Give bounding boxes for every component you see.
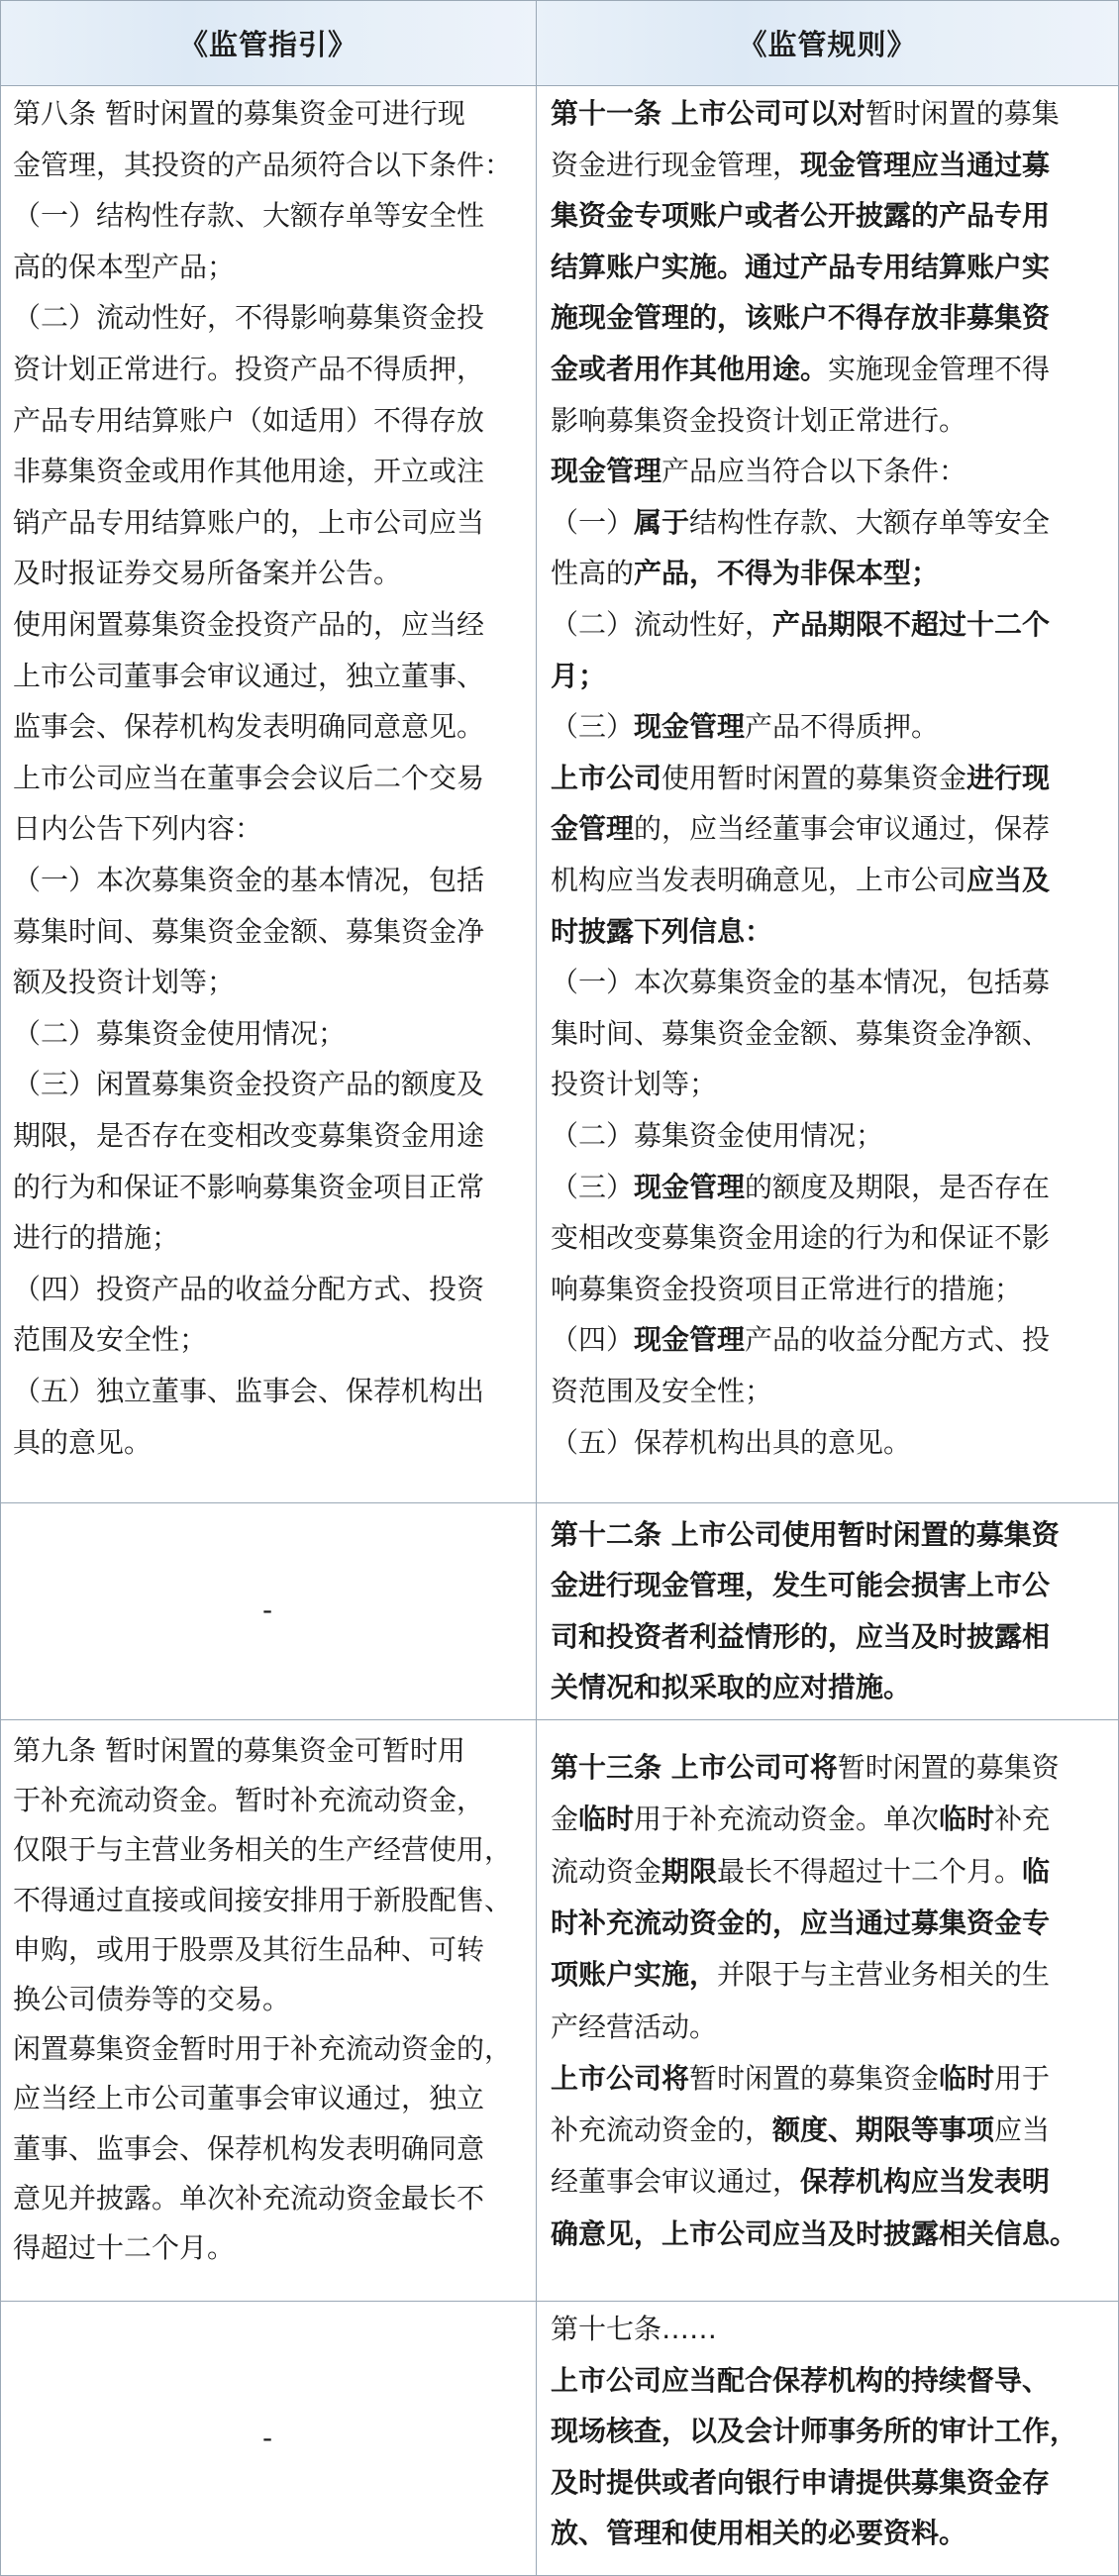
text-line bbox=[551, 2216, 1114, 2252]
text-segment: 金 bbox=[551, 1803, 579, 1836]
text-segment: 影响募集资金投资计划正常进行。 bbox=[551, 403, 967, 437]
text-line: （二）流动性好，不得影响募集资金投 bbox=[13, 301, 485, 335]
text-line bbox=[551, 1619, 1114, 1655]
text-line bbox=[551, 2465, 1114, 2501]
text-segment: 用于 bbox=[994, 2061, 1051, 2095]
text-line: 仅限于与主营业务相关的生产经营使用， bbox=[13, 1833, 513, 1867]
text-line: 监事会、保荐机构发表明确同意意见。 bbox=[13, 710, 485, 744]
text-line bbox=[551, 2312, 1114, 2347]
text-segment: （四） bbox=[551, 1323, 635, 1357]
text-segment: 并限于与主营业务相关的生 bbox=[717, 1958, 1051, 1992]
text-line bbox=[551, 556, 1114, 591]
text-line bbox=[551, 1854, 1114, 1890]
bold-segment: 额度、期限等事项 bbox=[772, 2113, 995, 2147]
text-line bbox=[551, 659, 1114, 694]
text-line bbox=[551, 2363, 1114, 2399]
text-line bbox=[551, 96, 1114, 132]
text-line bbox=[551, 300, 1114, 336]
text-line bbox=[551, 1750, 1114, 1786]
text-segment: 经董事会审议通过， bbox=[551, 2165, 801, 2199]
text-line: 销产品专用结算账户的，上市公司应当 bbox=[13, 505, 485, 539]
text-segment: 结构性存款、大额存单等安全 bbox=[689, 505, 1051, 539]
text-line: 第八条 暂时闲置的募集资金可进行现 bbox=[13, 97, 465, 130]
text-line bbox=[551, 505, 1114, 541]
bold-segment: 上市公司应当配合保荐机构的持续督导、 bbox=[551, 2363, 1051, 2397]
bold-segment: 保荐机构应当发表明 bbox=[800, 2165, 1051, 2199]
text-line bbox=[551, 1670, 1114, 1705]
bold-segment: 及时提供或者向银行申请提供募集资金存 bbox=[551, 2465, 1051, 2499]
row1-right-cell bbox=[537, 86, 1118, 1503]
text-line bbox=[551, 403, 1114, 439]
text-line: 上市公司应当在董事会会议后二个交易 bbox=[13, 761, 485, 794]
row4-left-cell bbox=[1, 2302, 537, 2575]
text-segment: 性高的 bbox=[551, 557, 635, 590]
bold-segment: 施现金管理的，该账户不得存放非募集资 bbox=[551, 301, 1051, 335]
text-line: 上市公司董事会审议通过，独立董事、 bbox=[13, 659, 485, 692]
text-line: 于补充流动资金。暂时补充流动资金， bbox=[13, 1784, 485, 1817]
row3-right-cell bbox=[537, 1720, 1118, 2302]
text-segment: 暂时闲置的募集资 bbox=[837, 1751, 1060, 1784]
bold-segment: 项账户实施， bbox=[551, 1958, 718, 1992]
bold-segment: 现金管理 bbox=[634, 710, 746, 744]
bold-segment: 现场核查，以及会计师事务所的审计工作， bbox=[551, 2415, 1078, 2447]
text-segment: 暂时闲置的募集 bbox=[865, 97, 1060, 130]
bold-segment: 现金管理应当通过募 bbox=[800, 148, 1051, 181]
text-line bbox=[551, 1220, 1114, 1256]
empty-dash: - bbox=[262, 1594, 273, 1626]
text-line: 换公司债券等的交易。 bbox=[13, 1983, 291, 2015]
text-segment: 产品不得质押。 bbox=[745, 710, 940, 744]
bold-segment: 上市公司将 bbox=[551, 2061, 690, 2095]
text-line: 董事、监事会、保荐机构发表明确同意 bbox=[13, 2131, 485, 2165]
text-line: 申购，或用于股票及其衍生品种、可转 bbox=[13, 1932, 485, 1966]
text-line: 的行为和保证不影响募集资金项目正常 bbox=[13, 1170, 485, 1203]
text-segment: 的，应当经董事会审议通过，保荐 bbox=[634, 812, 1051, 846]
text-segment: 用于补充流动资金。单次 bbox=[634, 1803, 940, 1836]
text-line bbox=[551, 1322, 1114, 1358]
text-segment: 机构应当发表明确意见，上市公司 bbox=[551, 864, 967, 896]
text-line bbox=[551, 761, 1114, 796]
text-segment: （一） bbox=[551, 505, 635, 539]
text-segment: 资范围及安全性； bbox=[551, 1375, 773, 1407]
header-right: 《监管规则》 bbox=[537, 1, 1118, 86]
text-line bbox=[551, 1802, 1114, 1837]
bold-segment: 属于 bbox=[634, 505, 690, 539]
text-line bbox=[551, 1957, 1114, 1993]
text-line: 期限，是否存在变相改变募集资金用途 bbox=[13, 1119, 485, 1152]
text-line bbox=[551, 1170, 1114, 1205]
row1-left-cell bbox=[1, 86, 537, 1503]
text-line: 意见并披露。单次补充流动资金最长不 bbox=[13, 2181, 485, 2215]
text-line bbox=[551, 1517, 1114, 1553]
bold-segment: 临时 bbox=[939, 1803, 995, 1836]
bold-segment: 临时 bbox=[578, 1803, 635, 1836]
text-line bbox=[551, 352, 1114, 387]
bold-segment: 关情况和拟采取的应对措施。 bbox=[551, 1670, 912, 1703]
text-segment: （二）募集资金使用情况； bbox=[551, 1119, 884, 1152]
bold-segment: 进行现 bbox=[966, 761, 1051, 794]
text-line bbox=[551, 914, 1114, 950]
text-line bbox=[551, 811, 1114, 847]
text-line: 募集时间、募集资金金额、募集资金净 bbox=[13, 914, 485, 948]
text-line: 及时报证券交易所备案并公告。 bbox=[13, 557, 402, 590]
bold-segment: 现金管理 bbox=[634, 1170, 746, 1203]
text-line: （三）闲置募集资金投资产品的额度及 bbox=[13, 1068, 485, 1101]
text-line bbox=[551, 2009, 1114, 2045]
text-line bbox=[551, 1425, 1114, 1461]
text-line bbox=[551, 198, 1114, 234]
text-line: （二）募集资金使用情况； bbox=[13, 1016, 347, 1050]
text-segment: 暂时闲置的募集资金 bbox=[689, 2061, 940, 2095]
text-segment: （一）本次募集资金的基本情况，包括募 bbox=[551, 966, 1051, 999]
text-line bbox=[551, 250, 1114, 285]
text-line: 非募集资金或用作其他用途，开立或注 bbox=[13, 455, 485, 488]
text-segment: （三） bbox=[551, 1170, 635, 1203]
text-segment: 产品应当符合以下条件： bbox=[661, 455, 967, 488]
text-segment: 使用暂时闲置的募集资金 bbox=[661, 761, 967, 794]
text-line bbox=[551, 2164, 1114, 2200]
text-segment: 响募集资金投资项目正常进行的措施； bbox=[551, 1272, 1023, 1305]
text-segment: 产经营活动。 bbox=[551, 2009, 718, 2043]
bold-segment: 集资金专项账户或者公开披露的产品专用 bbox=[551, 199, 1051, 233]
header-left: 《监管指引》 bbox=[1, 1, 537, 86]
text-line bbox=[551, 1016, 1114, 1052]
text-segment: （五）保荐机构出具的意见。 bbox=[551, 1425, 912, 1459]
text-line bbox=[551, 2414, 1114, 2449]
bold-segment: 上市公司 bbox=[551, 761, 662, 794]
text-segment: 第十七条…… bbox=[551, 2313, 718, 2345]
text-line bbox=[551, 2516, 1114, 2551]
bold-segment: 应当及 bbox=[966, 864, 1051, 896]
row3-left-cell bbox=[1, 1720, 537, 2302]
text-line: 范围及安全性； bbox=[13, 1323, 208, 1357]
row2-right-cell bbox=[537, 1503, 1118, 1720]
bold-segment: 现金管理 bbox=[634, 1323, 746, 1357]
bold-segment: 临时 bbox=[939, 2061, 995, 2095]
text-line: 资计划正常进行。投资产品不得质押， bbox=[13, 353, 485, 385]
text-segment: 补充 bbox=[994, 1803, 1051, 1836]
text-segment: 产品的收益分配方式、投 bbox=[745, 1323, 1051, 1357]
row4-right-cell bbox=[537, 2302, 1118, 2575]
bold-segment: 时披露下列信息： bbox=[551, 914, 773, 948]
text-line: 产品专用结算账户（如适用）不得存放 bbox=[13, 403, 485, 437]
bold-segment: 临 bbox=[1022, 1854, 1051, 1888]
bold-segment: 确意见，上市公司应当及时披露相关信息。 bbox=[551, 2216, 1078, 2250]
text-line: 第九条 暂时闲置的募集资金可暂时用 bbox=[13, 1734, 465, 1767]
bold-segment: 期限 bbox=[661, 1854, 718, 1888]
text-line: 高的保本型产品； bbox=[13, 250, 236, 283]
text-segment: （二）流动性好， bbox=[551, 608, 773, 641]
text-segment: 最长不得超过十二个月。 bbox=[717, 1854, 1023, 1888]
bold-segment: 时补充流动资金的，应当通过募集资金专 bbox=[551, 1906, 1051, 1939]
text-segment: 流动资金 bbox=[551, 1854, 662, 1888]
text-segment: 应当 bbox=[994, 2113, 1051, 2147]
bold-segment: 结算账户实施。通过产品专用结算账户实 bbox=[551, 250, 1051, 283]
bold-segment: 现金管理 bbox=[551, 455, 662, 488]
text-line bbox=[551, 1906, 1114, 1941]
text-line: 日内公告下列内容： bbox=[13, 812, 263, 846]
text-line bbox=[551, 863, 1114, 898]
text-segment: 实施现金管理不得 bbox=[828, 353, 1051, 385]
bold-segment: 产品期限不超过十二个 bbox=[772, 608, 1051, 641]
text-line: 具的意见。 bbox=[13, 1425, 153, 1459]
text-segment: 补充流动资金的， bbox=[551, 2113, 773, 2147]
bold-segment: 金管理 bbox=[551, 812, 635, 846]
text-line bbox=[551, 607, 1114, 643]
text-segment: 变相改变募集资金用途的行为和保证不影 bbox=[551, 1221, 1051, 1255]
text-line bbox=[551, 1374, 1114, 1409]
text-segment: 资金进行现金管理， bbox=[551, 148, 801, 181]
bold-segment: 放、管理和使用相关的必要资料。 bbox=[551, 2517, 967, 2549]
text-line bbox=[551, 965, 1114, 1000]
bold-segment: 产品，不得为非保本型； bbox=[634, 557, 940, 590]
text-line: 金管理，其投资的产品须符合以下条件： bbox=[13, 148, 513, 181]
bold-segment: 月； bbox=[551, 659, 607, 692]
text-line: 闲置募集资金暂时用于补充流动资金的， bbox=[13, 2032, 513, 2066]
text-line bbox=[551, 1272, 1114, 1307]
text-line: （四）投资产品的收益分配方式、投资 bbox=[13, 1272, 485, 1305]
bold-segment: 金进行现金管理，发生可能会损害上市公 bbox=[551, 1569, 1051, 1602]
text-segment: （三） bbox=[551, 710, 635, 744]
bold-segment: 金或者用作其他用途。 bbox=[551, 353, 829, 385]
empty-dash: - bbox=[262, 2421, 273, 2454]
text-line bbox=[551, 1568, 1114, 1603]
text-line bbox=[551, 2112, 1114, 2148]
text-line bbox=[551, 1067, 1114, 1102]
text-line: （五）独立董事、监事会、保荐机构出 bbox=[13, 1375, 485, 1407]
text-segment: 投资计划等； bbox=[551, 1068, 718, 1101]
bold-segment: 司和投资者利益情形的，应当及时披露相 bbox=[551, 1619, 1051, 1653]
text-line bbox=[551, 1118, 1114, 1154]
text-segment: 集时间、募集资金金额、募集资金净额、 bbox=[551, 1016, 1051, 1050]
text-line: 应当经上市公司董事会审议通过，独立 bbox=[13, 2082, 485, 2115]
text-line bbox=[551, 148, 1114, 183]
bold-segment: 第十二条 上市公司使用暂时闲置的募集资 bbox=[551, 1518, 1060, 1551]
text-line bbox=[551, 2061, 1114, 2097]
text-segment: 的额度及期限，是否存在 bbox=[745, 1170, 1051, 1203]
row2-left-cell bbox=[1, 1503, 537, 1720]
text-line: 额及投资计划等； bbox=[13, 966, 236, 999]
text-line bbox=[551, 454, 1114, 489]
text-line: （一）本次募集资金的基本情况，包括 bbox=[13, 864, 485, 896]
text-line: 不得通过直接或间接安排用于新股配售、 bbox=[13, 1883, 513, 1916]
bold-segment: 第十三条 上市公司可将 bbox=[551, 1751, 838, 1784]
text-line: （一）结构性存款、大额存单等安全性 bbox=[13, 199, 485, 233]
text-line bbox=[551, 709, 1114, 745]
text-line: 得超过十二个月。 bbox=[13, 2231, 236, 2264]
text-line: 进行的措施； bbox=[13, 1221, 180, 1255]
bold-segment: 第十一条 上市公司可以对 bbox=[551, 97, 865, 130]
text-line: 使用闲置募集资金投资产品的，应当经 bbox=[13, 608, 485, 641]
